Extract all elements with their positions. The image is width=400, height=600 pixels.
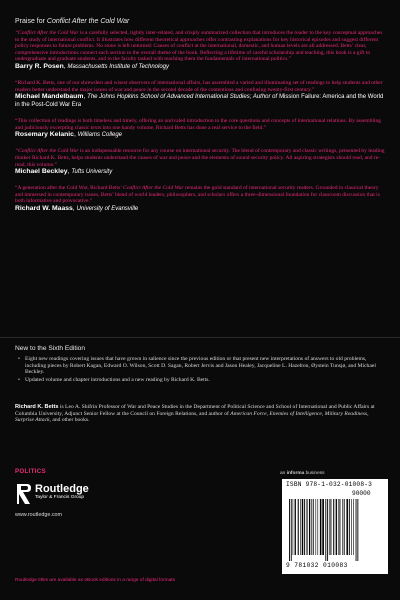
- ebook-note: Routledge titles are available as eBook editions in a range of digital formats: [15, 578, 175, 583]
- barcode-bar: [356, 499, 357, 561]
- routledge-emblem-icon: [15, 482, 33, 506]
- quote-affiliation: University of Evansville: [76, 205, 139, 212]
- list-item: • Eight new readings covering issues that have grown in salience since the previous edition or that present new interpretations of answers to old problems, including pieces by Robert Kagan, Edward O. Wilson, Scott D. Sagan, Robert Jervis and Jason Healey, Jacqueline L. Hazelton, Øystein Tunsjø, and Michael Beckley.: [25, 356, 387, 376]
- barcode-bar: [338, 499, 339, 555]
- barcode-bar: [309, 499, 310, 555]
- quote-kelanic: [15, 118, 387, 139]
- isbn-barcode: [282, 479, 388, 574]
- barcode-bar: [342, 499, 343, 555]
- barcode-bar: [293, 499, 294, 555]
- quote-italic-title: “Conflict After the Cold War: [15, 148, 79, 155]
- barcode-bar: [346, 499, 348, 555]
- barcode-bar: [320, 499, 322, 555]
- quote-affiliation-book: Mission Failure: America and the World in the Post-Cold War Era: [15, 94, 384, 109]
- barcode-number: 9 781032 010083: [286, 562, 348, 569]
- quote-beckley: [15, 148, 387, 176]
- quote-author: Richard W. Maass: [15, 204, 73, 212]
- informa-brand: informa: [286, 471, 305, 476]
- barcode-bar: [327, 499, 328, 561]
- quote-author: Barry R. Posen: [15, 62, 64, 70]
- new-edition-section: [15, 345, 387, 384]
- praise-heading: [15, 18, 129, 25]
- barcode-bar: [300, 499, 301, 555]
- barcode-bar: [316, 499, 317, 555]
- quote-author: Rosemary Kelanic: [15, 131, 74, 139]
- informa-suffix: business: [304, 471, 325, 476]
- new-edition-list: [15, 356, 387, 383]
- barcode-bar: [298, 499, 299, 555]
- barcode-bar: [330, 499, 331, 555]
- barcode-bar: [311, 499, 312, 555]
- quote-text: [15, 185, 387, 205]
- routledge-subtitle: Taylor & Francis Group: [35, 495, 85, 500]
- barcode-bar: [307, 499, 308, 555]
- price-code: 90000: [352, 490, 371, 497]
- isbn-text: ISBN 978-1-032-01008-3: [286, 481, 373, 488]
- barcode-bar: [349, 499, 350, 555]
- quote-body-lead: “A generation after the Cold War, Richard Betts’: [15, 185, 124, 192]
- bio-text: is Leo A. Shifrin Professor of War and Peace Studies in the Department of Political Science and School of International and Public Affairs at Columbia University, Adjunct Senior Fellow at the Council on Foreign Relations, and author of: [15, 404, 375, 417]
- quote-affiliation: Massachusetts Institute of Technology: [67, 63, 170, 70]
- quote-attribution: Michael Beckley, Tufts University: [15, 168, 113, 176]
- quote-body: is a carefully selected, tightly inter-related, and crisply summarized collection that introduces the reader to the key conceptual approaches to the study of international conflict. It illustrates how different theoretical approaches offer contrasting explanations for key historical episodes and suggest different policy responses to future problems. No stone is left unturned: Causes of conflict at the international, domestic, and human levels are all addressed. Betts’ clear, comprehensive introductions connect each section to the overall theme of the book. Reflecting a lifetime of careful scholarship and teaching, this book is a gift to undergraduate and graduate students, and to the faculty tasked with teaching them the fundamentals of international politics.”: [15, 30, 383, 63]
- barcode-bar: [304, 499, 305, 555]
- quote-text: [15, 118, 387, 131]
- quote-mandelbaum: [15, 80, 387, 109]
- quote-body: “This collection of readings is both timeless and timely, offering an unrivaled introduction to the core questions and concepts of international relations. By assembling and judiciously excerpting classic texts into one handy volume, Richard Betts has done a real service to the field.”: [15, 118, 381, 131]
- quote-text: [15, 148, 387, 168]
- quote-affiliation: The Johns Hopkins School of Advanced International Studies; Author of: [87, 94, 278, 101]
- barcode-bar: [336, 499, 337, 555]
- barcode-bar: [295, 499, 296, 555]
- barcode-bar: [333, 499, 334, 555]
- barcode-bar: [339, 499, 340, 555]
- barcode-bar: [291, 499, 292, 561]
- quote-body: is an indispensable resource for any course on international security. The blend of contemporary and classic writings, presented by leading thinker Richard K. Betts, helps students understand the causes of war and peace and the elements of sound security policy. All aspiring strategists should read, and re-read, this volume.”: [15, 148, 385, 168]
- category-label: POLITICS: [15, 468, 46, 475]
- informa-prefix: an: [280, 471, 287, 476]
- quote-attribution: Barry R. Posen, Massachusetts Institute of Technology: [15, 62, 170, 70]
- quote-body: “Richard K. Betts, one of our shrewdest and wisest observers of international affairs, has assembled a varied and illuminating set of readings to help students and other readers better understand the major issues of war and peace in the second decade of the contentious and confusing twenty-first century.”: [15, 79, 383, 93]
- barcode-bar: [289, 499, 290, 561]
- quote-affiliation: Tufts University: [71, 169, 113, 176]
- quote-body: remains the gold standard of international security readers. Grounded in classical theory and immersed in contemporary issues, Betts’ blend of world leaders, philosophers, and scholars offers a three-dimensional foundation for classroom discussion that is both informative and provocative.”: [15, 185, 380, 205]
- barcode-bar: [325, 499, 326, 561]
- publisher-website[interactable]: www.routledge.com: [15, 512, 63, 518]
- list-item: • Updated volume and chapter introductions and a new reading by Richard K. Betts.: [25, 377, 387, 384]
- quote-author: Michael Mandelbaum: [15, 93, 84, 101]
- quote-italic-title: Conflict After the Cold War: [123, 185, 184, 192]
- praise-heading-prefix: Praise for: [15, 18, 47, 25]
- bio-works: American Force, Enemies of Intelligence, Military Readiness, Surprise Attack,: [15, 410, 369, 424]
- barcode-bar: [329, 499, 330, 555]
- quote-posen: [15, 30, 387, 71]
- quote-affiliation: Williams College: [77, 132, 123, 139]
- quote-italic-title: “Conflict After the Cold War: [15, 30, 79, 36]
- barcode-bar: [302, 499, 304, 555]
- new-edition-title: New to the Sixth Edition: [15, 345, 86, 352]
- barcode-bar: [357, 499, 358, 561]
- barcode-bars: [288, 499, 384, 561]
- quote-attribution: Michael Mandelbaum, The Johns Hopkins School of Advanced International Studies; Author of Mission Failure: America and the World in the Post-Cold War Era: [15, 93, 384, 109]
- quote-attribution: Rosemary Kelanic, Williams College: [15, 131, 123, 139]
- bio-tail: and other books.: [50, 417, 90, 424]
- barcode-bar: [351, 499, 352, 555]
- section-divider: [0, 337, 400, 338]
- barcode-bar: [318, 499, 319, 555]
- barcode-bar: [313, 499, 314, 555]
- quotes-list: [15, 30, 387, 222]
- informa-tagline: [280, 471, 325, 476]
- routledge-wordmark: Routledge: [35, 483, 89, 495]
- barcode-bar: [344, 499, 345, 555]
- routledge-logo: [15, 482, 125, 508]
- quote-attribution: Richard W. Maass, University of Evansville: [15, 204, 139, 212]
- author-name: Richard K. Betts: [15, 404, 59, 410]
- author-bio: [15, 404, 387, 424]
- quote-text: [15, 80, 387, 93]
- quote-text: [15, 30, 387, 63]
- praise-heading-title: Conflict After the Cold War: [46, 18, 130, 25]
- barcode-bar: [322, 499, 324, 555]
- quote-maass: [15, 185, 387, 213]
- barcode-bar: [353, 499, 354, 555]
- quote-author: Michael Beckley: [15, 168, 68, 176]
